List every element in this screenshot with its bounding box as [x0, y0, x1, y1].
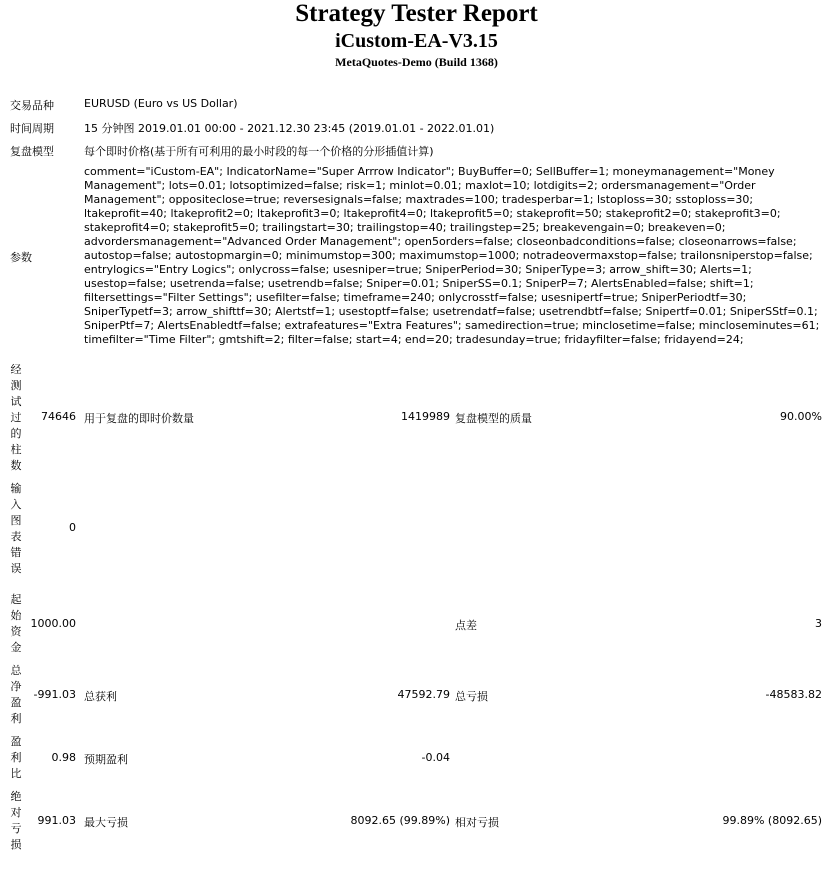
bars-value: 74646	[41, 410, 76, 423]
grossprofit-label: 总获利	[84, 690, 117, 703]
symbol-value: EURUSD (Euro vs US Dollar)	[84, 97, 238, 110]
errors-value: 0	[69, 521, 76, 534]
ea-name: iCustom-EA-V3.15	[335, 30, 498, 52]
period-label: 时间周期	[10, 122, 54, 135]
model-value: 每个即时价格(基于所有可利用的最小时段的每一个价格的分形插值计算)	[84, 145, 434, 158]
grossloss-label: 总亏损	[455, 690, 488, 703]
spread-label: 点差	[455, 619, 477, 632]
grossloss-value: -48583.82	[765, 688, 822, 701]
absdd-value: 991.03	[37, 814, 76, 827]
expected-label: 预期盈利	[84, 753, 128, 766]
reldd-value: 99.89% (8092.65)	[722, 814, 822, 827]
period-value: 15 分钟图 2019.01.01 00:00 - 2021.12.30 23:45 (2019.01.01 - 2022.01.01)	[84, 122, 495, 135]
ticks-label: 用于复盘的即时价数量	[84, 412, 194, 425]
model-label: 复盘模型	[10, 145, 54, 158]
maxdd-value: 8092.65 (99.89%)	[350, 814, 450, 827]
spread-value: 3	[815, 617, 822, 630]
pf-label: 盈利比	[10, 735, 22, 780]
grossprofit-value: 47592.79	[397, 688, 450, 701]
absdd-label: 绝对亏损	[10, 790, 22, 851]
reldd-label: 相对亏损	[455, 816, 499, 829]
deposit-label: 起始资金	[10, 593, 22, 654]
maxdd-label: 最大亏损	[84, 816, 128, 829]
params-label: 参数	[10, 251, 32, 264]
expected-value: -0.04	[421, 751, 450, 764]
deposit-value: 1000.00	[30, 617, 76, 630]
bars-label: 经测试过的柱数	[10, 363, 22, 472]
netprofit-label: 总净盈利	[10, 664, 22, 725]
server-build: MetaQuotes-Demo (Build 1368)	[335, 55, 498, 69]
params-value: comment="iCustom-EA"; IndicatorName="Super Arrrow Indicator"; BuyBuffer=0; SellBuffer=1; moneymanagement="Money Management"; lots=0.01; lotsoptimized=false; risk=1; minlot=0.01; maxlot=10; lotdigits=2; ordersmanagement="Order Management"; oppositeclose=true; reversesignals=false; maxtrades=100; tradesperbar=1; lstoploss=30; sstoploss=30; ltakeprofit=40; ltakeprofit2=0; ltakeprofit3=0; ltakeprofit4=0; ltakeprofit5=0; stakeprofit=50; stakeprofit2=0; stakeprofit3=0; stakeprofit4=0; stakeprofit5=0; trailingstart=30; trailingstop=40; trailingstep=25; breakevengain=0; breakeven=0; advordersmanagement="Advanced Order Management"; open5orders=false; closeonbadconditions=false; closeonarrows=false; autostop=false; autostopmargin=0; minimumstop=300; maximumstop=1000; notradeovermaxstop=false; trailonsniperstop=false; entrylogics="Entry Logics"; onlycross=false; usesniper=true; SniperPeriod=30; SniperType=3; arrow_shift=30; Alerts=1; usestop=false; usetrenda=false; usetrendb=false; Sniper=0.01; SniperSS=0.1; SniperP=7; AlertsEnabled=false; shift=1; filtersettings="Filter Settings"; usefilter=false; timeframe=240; onlycrosstf=false; usesnipertf=true; SniperPeriodtf=30; SniperTypetf=3; arrow_shifttf=30; Alertstf=1; usestoptf=false; usetrendatf=false; usetrendbtf=false; Snipertf=0.01; SniperSStf=0.1; SniperPtf=7; AlertsEnabledtf=false; extrafeatures="Extra Features"; samedirection=true; minclosetime=false; mincloseminutes=61; timefilter="Time Filter"; gmtshift=2; filter=false; start=4; end=20; tradesunday=true; fridayfilter=false; fridayend=24;	[84, 165, 820, 346]
netprofit-value: -991.03	[33, 688, 76, 701]
symbol-label: 交易品种	[10, 99, 54, 112]
quality-value: 90.00%	[780, 410, 822, 423]
errors-label: 输入图表错误	[10, 482, 22, 575]
report-title: Strategy Tester Report	[295, 0, 538, 27]
pf-value: 0.98	[51, 751, 76, 764]
quality-label: 复盘模型的质量	[455, 412, 532, 425]
ticks-value: 1419989	[401, 410, 450, 423]
